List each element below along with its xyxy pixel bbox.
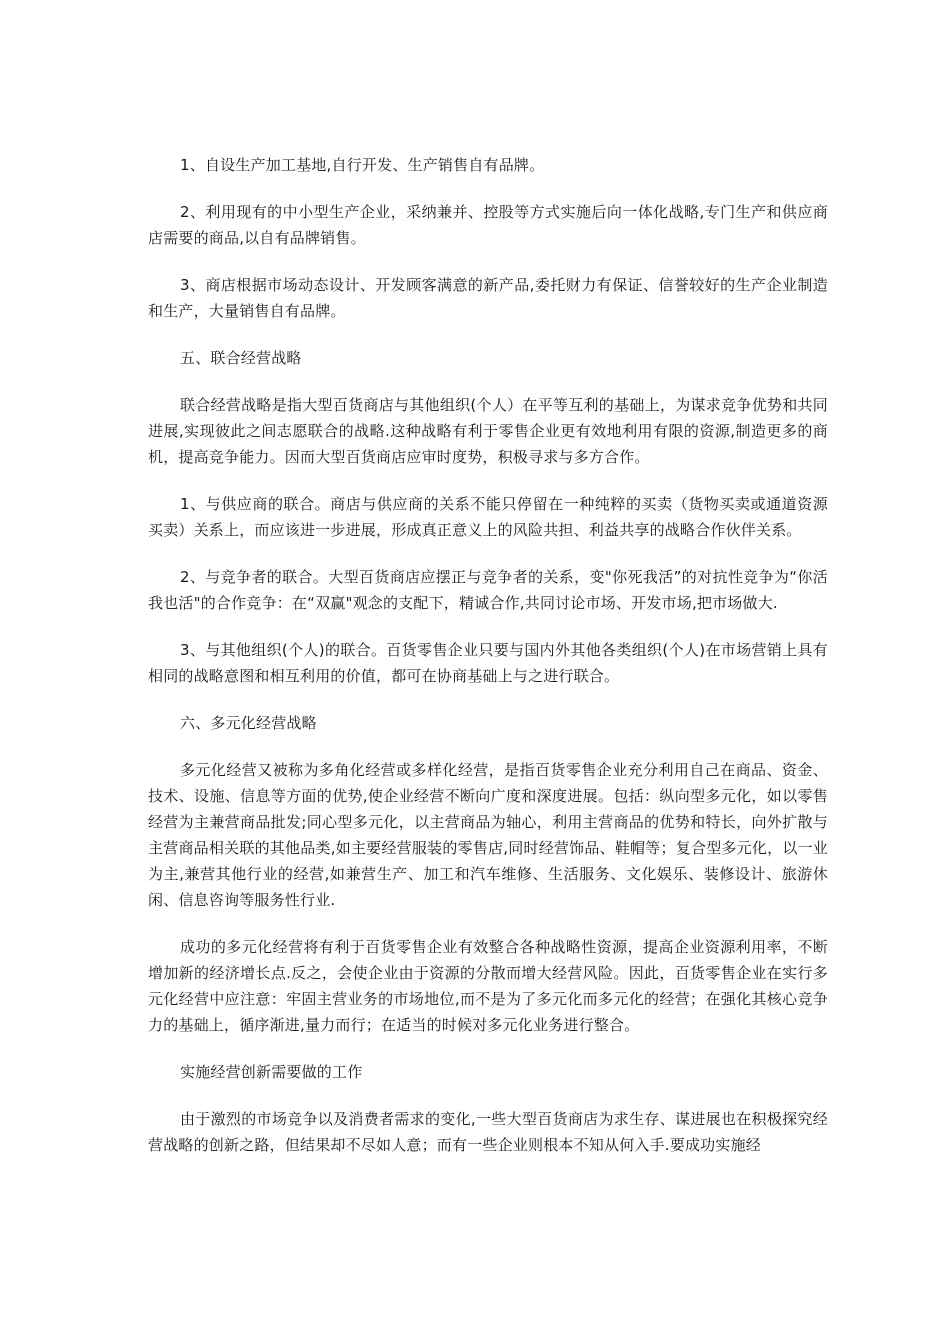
paragraph-competitor: 2、与竞争者的联合。大型百货商店应摆正与竞争者的关系，变"你死我活”的对抗性竞争为“你活我也活"的合作竞争：在“双赢"观念的支配下，精诚合作,共同讨论市场、开发市场,把市场做大. bbox=[148, 568, 828, 612]
section-heading-5: 五、联合经营战略 bbox=[180, 349, 302, 367]
paragraph-other-orgs: 3、与其他组织(个人)的联合。百货零售企业只要与国内外其他各类组织(个人)在市场营销上具有相同的战略意图和相互利用的价值，都可在协商基础上与之进行联合。 bbox=[148, 641, 828, 685]
paragraph-joint-strategy: 联合经营战略是指大型百货商店与其他组织(个人）在平等互利的基础上，为谋求竞争优势和共同进展,实现彼此之间志愿联合的战略.这种战略有利于零售企业更有效地利用有限的资源,制造更多的商机，提高竞争能力。因而大型百货商店应审时度势，积极寻求与多方合作。 bbox=[148, 396, 828, 466]
paragraph-innovation: 由于激烈的市场竞争以及消费者需求的变化,一些大型百货商店为求生存、谋进展也在积极探究经营战略的创新之路，但结果却不尽如人意；而有一些企业则根本不知从何入手.要成功实施经 bbox=[148, 1110, 828, 1154]
document-body bbox=[148, 152, 828, 1179]
paragraph-supplier: 1、与供应商的联合。商店与供应商的关系不能只停留在一种纯粹的买卖（货物买卖或通道资源买卖）关系上，而应该进一步进展，形成真正意义上的风险共担、利益共享的战略合作伙伴关系。 bbox=[148, 495, 828, 539]
paragraph-successful-diversification: 成功的多元化经营将有利于百货零售企业有效整合各种战略性资源，提高企业资源利用率，不断增加新的经济增长点.反之，会使企业由于资源的分散而增大经营风险。因此，百货零售企业在实行多元化经营中应注意：牢固主营业务的市场地位,而不是为了多元化而多元化的经营；在强化其核心竞争力的基础上，循序渐进,量力而行；在适当的时候对多元化业务进行整合。 bbox=[148, 938, 828, 1034]
paragraph-item-1: 1、自设生产加工基地,自行开发、生产销售自有品牌。 bbox=[180, 156, 545, 174]
section-heading-innovation: 实施经营创新需要做的工作 bbox=[180, 1063, 363, 1081]
section-heading-6: 六、多元化经营战略 bbox=[180, 714, 317, 732]
paragraph-diversification: 多元化经营又被称为多角化经营或多样化经营，是指百货零售企业充分利用自己在商品、资金、技术、设施、信息等方面的优势,使企业经营不断向广度和深度进展。包括：纵向型多元化，如以零售经营为主兼营商品批发;同心型多元化，以主营商品为轴心，利用主营商品的优势和特长，向外扩散与主营商品相关联的其他品类,如主要经营服装的零售店,同时经营饰品、鞋帽等；复合型多元化，以一业为主,兼营其他行业的经营,如兼营生产、加工和汽车维修、生活服务、文化娱乐、装修设计、旅游休闲、信息咨询等服务性行业. bbox=[148, 761, 828, 909]
paragraph-item-2: 2、利用现有的中小型生产企业，采纳兼并、控股等方式实施后向一体化战略,专门生产和供应商店需要的商品,以自有品牌销售。 bbox=[148, 203, 828, 247]
paragraph-item-3: 3、商店根据市场动态设计、开发顾客满意的新产品,委托财力有保证、信誉较好的生产企业制造和生产，大量销售自有品牌。 bbox=[148, 276, 828, 320]
